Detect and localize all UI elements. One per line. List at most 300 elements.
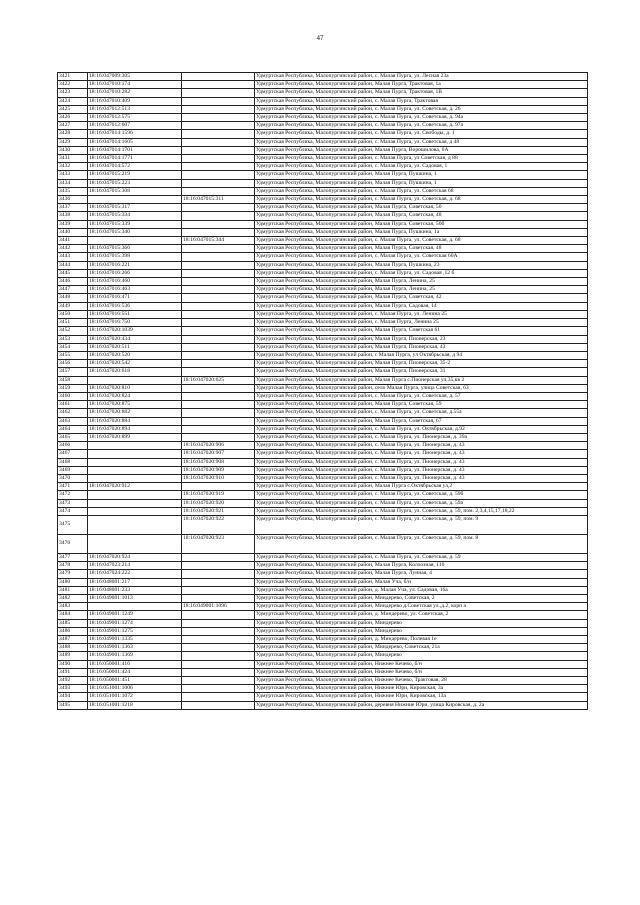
row-number-cell: 3453 (58, 335, 88, 343)
structure-cadastral-number-cell (182, 179, 255, 187)
address-cell: Удмуртская Республика, Малопургинский район, Малая Пурга, Советская, 59 (255, 401, 588, 409)
address-cell: Удмуртская Республика, Малопургинский район, Малая Пурга, Советская, 50 (255, 204, 588, 212)
cadastral-number-cell (88, 499, 182, 507)
row-number-cell: 3427 (58, 122, 88, 130)
table-row (58, 335, 588, 343)
cadastral-number-cell: 18:16:047010:282 (88, 89, 182, 97)
row-number-cell: 3490 (58, 660, 88, 668)
row-number-cell: 3445 (58, 269, 88, 277)
table-row (58, 401, 588, 409)
address-cell: Удмуртская Республика, Малопургинский район, с. Малая Пурга, ул. Садовая ,12 б (255, 269, 588, 277)
row-number-cell: 3440 (58, 228, 88, 236)
address-cell: Удмуртская Республика, Малопургинский район, с. Малая Пурга, ул. Ленина 25 (255, 310, 588, 318)
structure-cadastral-number-cell: 18:16:047020:906 (182, 442, 255, 450)
cadastral-number-cell: 18:16:049001:1013 (88, 594, 182, 602)
address-cell: Удмуртская Республика, Малопургинский район, Малая Пурга, Садовая, 14 (255, 302, 588, 310)
cadastral-number-cell: 18:16:047012:513 (88, 105, 182, 113)
table-row (58, 376, 588, 384)
cadastral-number-cell: 18:16:047020:924 (88, 553, 182, 561)
cadastral-number-cell: 18:16:047020:511 (88, 343, 182, 351)
row-number-cell: 3476 (58, 534, 88, 553)
table-row (58, 685, 588, 693)
structure-cadastral-number-cell: 18:16:047020:907 (182, 450, 255, 458)
table-row (58, 442, 588, 450)
table-row (58, 310, 588, 318)
structure-cadastral-number-cell (182, 302, 255, 310)
cadastral-number-cell: 18:16:047016:460 (88, 278, 182, 286)
cadastral-number-cell: 18:16:047020:520 (88, 351, 182, 359)
row-number-cell: 3433 (58, 171, 88, 179)
row-number-cell: 3482 (58, 594, 88, 602)
row-number-cell: 3465 (58, 433, 88, 441)
table-row (58, 89, 588, 97)
address-cell: Удмуртская Республика, Малопургинский район, Малая Пурга, Советская, 48 (255, 245, 588, 253)
row-number-cell: 3457 (58, 368, 88, 376)
structure-cadastral-number-cell (182, 343, 255, 351)
cadastral-number-cell: 18:16:050001:424 (88, 668, 182, 676)
structure-cadastral-number-cell (182, 360, 255, 368)
address-cell: Удмуртская Республика, Малопургинский район, с Малая Пурга, ул Октябрьская, д 94 (255, 351, 588, 359)
address-cell: Удмуртская Республика, Малопургинский район, с. Малая Пурга, ул. Советская, д. 59 (255, 553, 588, 561)
structure-cadastral-number-cell (182, 138, 255, 146)
cadastral-number-cell (88, 491, 182, 499)
cadastral-number-cell: 18:16:047016:750 (88, 319, 182, 327)
cadastral-number-cell: 18:16:051001:1072 (88, 693, 182, 701)
structure-cadastral-number-cell (182, 401, 255, 409)
row-number-cell: 3491 (58, 668, 88, 676)
table-row (58, 368, 588, 376)
row-number-cell: 3471 (58, 483, 88, 491)
structure-cadastral-number-cell (182, 261, 255, 269)
structure-cadastral-number-cell (182, 335, 255, 343)
table-row (58, 269, 588, 277)
address-cell: Удмуртская Республика, Малопургинский район, с. Малая Пурга, ул. Советская, д. 59, пом. 2,3,4,15,17,18,22 (255, 507, 588, 515)
structure-cadastral-number-cell (182, 677, 255, 685)
address-cell: Удмуртская Республика, Малопургинский район, с. Малая Пурга, ул. Октябрьская, д.92 (255, 425, 588, 433)
structure-cadastral-number-cell (182, 327, 255, 335)
cadastral-number-cell: 18:16:047009:305 (88, 73, 182, 81)
row-number-cell: 3461 (58, 401, 88, 409)
cadastral-number-cell: 18:16:047012:575 (88, 114, 182, 122)
structure-cadastral-number-cell (182, 392, 255, 400)
cadastral-number-cell: 18:16:049001:1249 (88, 611, 182, 619)
structure-cadastral-number-cell (182, 368, 255, 376)
structure-cadastral-number-cell (182, 417, 255, 425)
table-row (58, 627, 588, 635)
cadastral-number-cell (88, 458, 182, 466)
address-cell: Удмуртская Республика, Малопургинский район, д. Малая Уча, ул. Садовая, 16а (255, 586, 588, 594)
cadastral-number-cell: 18:16:047016:471 (88, 294, 182, 302)
address-cell: Удмуртская Республика, Малопургинский район, Малая Пурга, Трактовая, 1а (255, 81, 588, 89)
cadastral-number-cell: 18:16:047015:334 (88, 212, 182, 220)
row-number-cell: 3451 (58, 319, 88, 327)
structure-cadastral-number-cell (182, 310, 255, 318)
structure-cadastral-number-cell (182, 409, 255, 417)
table-row (58, 466, 588, 474)
table-row (58, 425, 588, 433)
row-number-cell: 3486 (58, 627, 88, 635)
cadastral-number-cell: 18:16:047020:824 (88, 392, 182, 400)
structure-cadastral-number-cell (182, 619, 255, 627)
structure-cadastral-number-cell (182, 89, 255, 97)
table-row (58, 693, 588, 701)
cadastral-number-cell: 18:16:049001:1274 (88, 619, 182, 627)
structure-cadastral-number-cell (182, 570, 255, 578)
structure-cadastral-number-cell (182, 578, 255, 586)
row-number-cell: 3468 (58, 458, 88, 466)
row-number-cell: 3438 (58, 212, 88, 220)
address-cell: Удмуртская Республика, Малопургинский район, с. Малая Пурга, ул. Советская, д. 59а (255, 499, 588, 507)
address-cell: Удмуртская Республика, Малопургинский район, с. Малая Пурга, ул. Советская, д. 68 (255, 237, 588, 245)
table-row (58, 351, 588, 359)
cadastral-number-cell: 18:16:047015:219 (88, 171, 182, 179)
cadastral-number-cell: 18:16:051001:1218 (88, 701, 182, 709)
cadastral-number-cell (88, 603, 182, 611)
structure-cadastral-number-cell (182, 660, 255, 668)
address-cell: Удмуртская Республика, Малопургинский район, Малая Пурга, Советская, 48 (255, 212, 588, 220)
table-row (58, 636, 588, 644)
cadastral-number-cell: 18:16:051001:1006 (88, 685, 182, 693)
address-cell: Удмуртская Республика, Малопургинский район, с. Малая Пурга, ул. Советская, д 48 (255, 138, 588, 146)
cadastral-number-cell (88, 466, 182, 474)
address-cell: Удмуртская Республика, Малопургинский район, Малая Пурга, Пионерская, 31 (255, 368, 588, 376)
row-number-cell: 3478 (58, 562, 88, 570)
address-cell: Удмуртская Республика, Малопургинский район, Малая Пурга, Ленина, 25 (255, 286, 588, 294)
row-number-cell: 3459 (58, 384, 88, 392)
row-number-cell: 3452 (58, 327, 88, 335)
address-cell: Удмуртская Республика, Малопургинский район, село Малая Пурга, улица Советская, 63 (255, 384, 588, 392)
cadastral-number-cell: 18:16:047014:1771 (88, 155, 182, 163)
address-cell: Удмуртская Республика, Малопургинский район, с. Малая Пурга, ул. Советская, д.55а (255, 409, 588, 417)
table-row (58, 114, 588, 122)
table-row (58, 701, 588, 709)
table-row (58, 196, 588, 204)
table-row (58, 611, 588, 619)
structure-cadastral-number-cell: 18:16:047020:922 (182, 515, 255, 534)
address-cell: Удмуртская Республика, Малопургинский район, Малая Уча, б/н (255, 578, 588, 586)
structure-cadastral-number-cell (182, 146, 255, 154)
table-row (58, 327, 588, 335)
address-cell: Удмуртская Республика, Малопургинский район, с. Малая Пурга, ул. Советская, д. 59, пом. 9 (255, 515, 588, 534)
cadastral-number-cell: 18:16:049001:1275 (88, 627, 182, 635)
structure-cadastral-number-cell (182, 97, 255, 105)
row-number-cell: 3428 (58, 130, 88, 138)
table-row (58, 97, 588, 105)
structure-cadastral-number-cell (182, 253, 255, 261)
structure-cadastral-number-cell (182, 636, 255, 644)
cadastral-number-cell: 18:16:047024:222 (88, 570, 182, 578)
address-cell: Удмуртская Республика, Малопургинский район, Малая Пурга, Колхозная, 110 (255, 562, 588, 570)
structure-cadastral-number-cell (182, 644, 255, 652)
cadastral-number-cell: 18:16:047020:810 (88, 384, 182, 392)
row-number-cell: 3463 (58, 417, 88, 425)
cadastral-number-cell: 18:16:047020:542 (88, 360, 182, 368)
row-number-cell: 3481 (58, 586, 88, 594)
table-row (58, 146, 588, 154)
structure-cadastral-number-cell: 18:16:047015:344 (182, 237, 255, 245)
table-row (58, 253, 588, 261)
table-row (58, 644, 588, 652)
table-row (58, 491, 588, 499)
table-row (58, 179, 588, 187)
structure-cadastral-number-cell (182, 433, 255, 441)
structure-cadastral-number-cell (182, 668, 255, 676)
table-row (58, 155, 588, 163)
table-row (58, 286, 588, 294)
structure-cadastral-number-cell (182, 562, 255, 570)
row-number-cell: 3437 (58, 204, 88, 212)
table-row (58, 458, 588, 466)
table-row (58, 384, 588, 392)
address-cell: Удмуртская Республика, Малопургинский район, Малая Пурга, Советская 61 (255, 327, 588, 335)
table-row (58, 187, 588, 195)
address-cell: Удмуртская Республика, Малопургинский район, с. Малая Пурга, ул. Советская, д. 94а (255, 114, 588, 122)
cadastral-number-cell: 18:16:047010:174 (88, 81, 182, 89)
cadastral-number-cell: 18:16:047020:882 (88, 409, 182, 417)
table-row (58, 603, 588, 611)
structure-cadastral-number-cell (182, 286, 255, 294)
structure-cadastral-number-cell (182, 81, 255, 89)
structure-cadastral-number-cell (182, 212, 255, 220)
structure-cadastral-number-cell (182, 204, 255, 212)
table-row (58, 450, 588, 458)
structure-cadastral-number-cell (182, 130, 255, 138)
table-row (58, 204, 588, 212)
cadastral-number-cell: 18:16:047012:607 (88, 122, 182, 130)
row-number-cell: 3479 (58, 570, 88, 578)
table-row (58, 499, 588, 507)
row-number-cell: 3464 (58, 425, 88, 433)
row-number-cell: 3426 (58, 114, 88, 122)
table-row (58, 302, 588, 310)
structure-cadastral-number-cell (182, 155, 255, 163)
structure-cadastral-number-cell (182, 611, 255, 619)
cadastral-number-cell: 18:16:047015:366 (88, 245, 182, 253)
row-number-cell: 3421 (58, 73, 88, 81)
structure-cadastral-number-cell (182, 586, 255, 594)
cadastral-number-cell: 18:16:048001:233 (88, 586, 182, 594)
structure-cadastral-number-cell (182, 278, 255, 286)
address-cell: Удмуртская Республика, Малопургинский район, д. Миндерево, Полевая 1е (255, 636, 588, 644)
cadastral-number-cell (88, 534, 182, 553)
cadastral-number-cell: 18:16:047015:340 (88, 228, 182, 236)
table-row (58, 433, 588, 441)
structure-cadastral-number-cell (182, 187, 255, 195)
address-cell: Удмуртская Республика, Малопургинский район, с. Малая Пурга, ул. Пионерская, д. 43 (255, 458, 588, 466)
structure-cadastral-number-cell (182, 553, 255, 561)
row-number-cell: 3450 (58, 310, 88, 318)
structure-cadastral-number-cell (182, 163, 255, 171)
address-cell: Удмуртская Республика, Малопургинский район, с. Малая Пурга, ул. Советская, д. 68 (255, 196, 588, 204)
row-number-cell: 3488 (58, 644, 88, 652)
address-cell: Удмуртская Республика, Малопургинский район, с. Малая Пурга, ул Советская, д 88 (255, 155, 588, 163)
row-number-cell: 3422 (58, 81, 88, 89)
cadastral-number-cell: 18:16:047014:1701 (88, 146, 182, 154)
table-row (58, 417, 588, 425)
structure-cadastral-number-cell (182, 425, 255, 433)
row-number-cell: 3487 (58, 636, 88, 644)
row-number-cell: 3425 (58, 105, 88, 113)
cadastral-number-cell: 18:16:050001:451 (88, 677, 182, 685)
row-number-cell: 3444 (58, 261, 88, 269)
table-row (58, 245, 588, 253)
address-cell: Удмуртская Республика, Малопургинский район, Малая Пурга, Советская, 67 (255, 417, 588, 425)
address-cell: Удмуртская Республика, Малопургинский район, с. Малая Пурга, ул. Советская 60А (255, 253, 588, 261)
structure-cadastral-number-cell: 18:16:047020:920 (182, 499, 255, 507)
address-cell: Удмуртская Республика, Малопургинский район, с. Малая Пурга, Трактовая (255, 97, 588, 105)
cadastral-number-cell: 18:16:047016:266 (88, 269, 182, 277)
cadastral-number-cell (88, 376, 182, 384)
address-cell: Удмуртская Республика, Малопургинский район, с. Малая Пурга, ул. Свободы, д. 1 (255, 130, 588, 138)
structure-cadastral-number-cell (182, 245, 255, 253)
table-row (58, 73, 588, 81)
table-row (58, 212, 588, 220)
address-cell: Удмуртская Республика, Малопургинский район, Малая Пурга, Пушкина, 1а (255, 228, 588, 236)
row-number-cell: 3460 (58, 392, 88, 400)
cadastral-number-cell: 18:16:047020:884 (88, 417, 182, 425)
structure-cadastral-number-cell: 18:16:049001:1096 (182, 603, 255, 611)
cadastral-number-cell: 18:16:047015:223 (88, 179, 182, 187)
row-number-cell: 3441 (58, 237, 88, 245)
row-number-cell: 3430 (58, 146, 88, 154)
row-number-cell: 3495 (58, 701, 88, 709)
structure-cadastral-number-cell (182, 594, 255, 602)
row-number-cell: 3447 (58, 286, 88, 294)
address-cell: Удмуртская Республика, Малопургинский район, Нижние Юри, Кировская, 13а (255, 693, 588, 701)
table-row (58, 515, 588, 534)
structure-cadastral-number-cell (182, 319, 255, 327)
structure-cadastral-number-cell (182, 73, 255, 81)
table-row (58, 660, 588, 668)
structure-cadastral-number-cell: 18:16:047020:625 (182, 376, 255, 384)
row-number-cell: 3442 (58, 245, 88, 253)
table-row (58, 261, 588, 269)
structure-cadastral-number-cell (182, 483, 255, 491)
address-cell: Удмуртская Республика, Малопургинский район, с. Малая Пурга, ул. Пионерская, д. 43 (255, 450, 588, 458)
table-row (58, 81, 588, 89)
row-number-cell: 3473 (58, 499, 88, 507)
address-cell: Удмуртская Республика, Малопургинский район, Нижнее Кечево, Трактовая, 28 (255, 677, 588, 685)
cadastral-number-cell (88, 450, 182, 458)
row-number-cell: 3423 (58, 89, 88, 97)
row-number-cell: 3469 (58, 466, 88, 474)
row-number-cell: 3485 (58, 619, 88, 627)
structure-cadastral-number-cell: 18:16:047020:909 (182, 466, 255, 474)
address-cell: Удмуртская Республика, Малопургинский район, Миндерево д.Советская ул.,д.2, корп а (255, 603, 588, 611)
cadastral-number-cell: 18:16:047014:1596 (88, 130, 182, 138)
cadastral-number-cell: 18:16:047014:572 (88, 163, 182, 171)
cadastral-number-cell: 18:16:049001:1369 (88, 652, 182, 660)
table-row (58, 237, 588, 245)
address-cell: Удмуртская Республика, Малопургинский район, Малая Пурга, Ворошилова, 6А (255, 146, 588, 154)
table-row (58, 105, 588, 113)
row-number-cell: 3455 (58, 351, 88, 359)
structure-cadastral-number-cell (182, 685, 255, 693)
row-number-cell: 3446 (58, 278, 88, 286)
row-number-cell: 3494 (58, 693, 88, 701)
cadastral-number-cell: 18:16:049001:1335 (88, 636, 182, 644)
address-cell: Удмуртская Республика, Малопургинский район, Миндерево, Советская, 21а (255, 644, 588, 652)
table-row (58, 294, 588, 302)
cadastral-number-cell: 18:16:047016:551 (88, 310, 182, 318)
row-number-cell: 3432 (58, 163, 88, 171)
address-cell: Удмуртская Республика, Малопургинский район, Малая Пурга, Лунная, 4 (255, 570, 588, 578)
cadastral-number-cell: 18:16:048001:217 (88, 578, 182, 586)
address-cell: Удмуртская Республика, Малопургинский район, д. Миндерево, ул. Советская, 2 (255, 611, 588, 619)
address-cell: Удмуртская Республика, Малопургинский район, Малая Пурга, Пушкина, 1 (255, 179, 588, 187)
address-cell: Удмуртская Республика, Малопургинский район, с. Малая Пурга, ул. Пионерская, д. 43 (255, 442, 588, 450)
row-number-cell: 3431 (58, 155, 88, 163)
address-cell: Удмуртская Республика, Малопургинский район, с. Малая Пурга, ул. Пионерская, д. 39а (255, 433, 588, 441)
table-row (58, 138, 588, 146)
address-cell: Удмуртская Республика, Малопургинский район, Миндерево (255, 627, 588, 635)
structure-cadastral-number-cell (182, 122, 255, 130)
cadastral-number-cell (88, 507, 182, 515)
address-cell: Удмуртская Республика, Малопургинский район, с. Малая Пурга, ул. Советская, д. 59, пом. 8 (255, 534, 588, 553)
row-number-cell: 3462 (58, 409, 88, 417)
structure-cadastral-number-cell (182, 220, 255, 228)
cadastral-number-cell: 18:16:047023:214 (88, 562, 182, 570)
register-table (57, 72, 588, 710)
structure-cadastral-number-cell (182, 701, 255, 709)
structure-cadastral-number-cell: 18:16:047015:311 (182, 196, 255, 204)
table-row (58, 553, 588, 561)
row-number-cell: 3456 (58, 360, 88, 368)
row-number-cell: 3474 (58, 507, 88, 515)
cadastral-number-cell: 18:16:047020:894 (88, 425, 182, 433)
structure-cadastral-number-cell (182, 171, 255, 179)
table-row (58, 668, 588, 676)
cadastral-number-cell (88, 237, 182, 245)
cadastral-number-cell: 18:16:047015:308 (88, 187, 182, 195)
table-row (58, 534, 588, 553)
structure-cadastral-number-cell (182, 627, 255, 635)
table-row (58, 278, 588, 286)
cadastral-number-cell (88, 442, 182, 450)
cadastral-number-cell: 18:16:047016:463 (88, 286, 182, 294)
address-cell: Удмуртская Республика, Малопургинский район, Малая Пурга, Советская, 50б (255, 220, 588, 228)
row-number-cell: 3458 (58, 376, 88, 384)
table-row (58, 578, 588, 586)
table-row (58, 507, 588, 515)
address-cell: Удмуртская Республика, Малопургинский район, с. Малая Пурга, ул. Советская, д. 26 (255, 105, 588, 113)
row-number-cell: 3483 (58, 603, 88, 611)
cadastral-number-cell: 18:16:047015:398 (88, 253, 182, 261)
table-row (58, 163, 588, 171)
table-row (58, 319, 588, 327)
row-number-cell: 3449 (58, 302, 88, 310)
cadastral-number-cell (88, 196, 182, 204)
row-number-cell: 3484 (58, 611, 88, 619)
table-row (58, 220, 588, 228)
structure-cadastral-number-cell (182, 693, 255, 701)
cadastral-number-cell: 18:16:047020:1039 (88, 327, 182, 335)
structure-cadastral-number-cell: 18:16:047020:908 (182, 458, 255, 466)
row-number-cell: 3470 (58, 474, 88, 482)
cadastral-number-cell: 18:16:050001:416 (88, 660, 182, 668)
structure-cadastral-number-cell (182, 294, 255, 302)
address-cell: Удмуртская Республика, Малопургинский район, с. Малая Пурга, ул. Советская, д. 59б (255, 491, 588, 499)
structure-cadastral-number-cell (182, 105, 255, 113)
table-row (58, 619, 588, 627)
address-cell: Удмуртская Республика, Малопургинский район, с. Малая Пурга, ул. Садовая, 1 (255, 163, 588, 171)
register-table-body (58, 73, 588, 710)
cadastral-number-cell (88, 515, 182, 534)
row-number-cell: 3434 (58, 179, 88, 187)
table-row (58, 343, 588, 351)
cadastral-number-cell: 18:16:047016:221 (88, 261, 182, 269)
cadastral-number-cell: 18:16:047020:912 (88, 483, 182, 491)
